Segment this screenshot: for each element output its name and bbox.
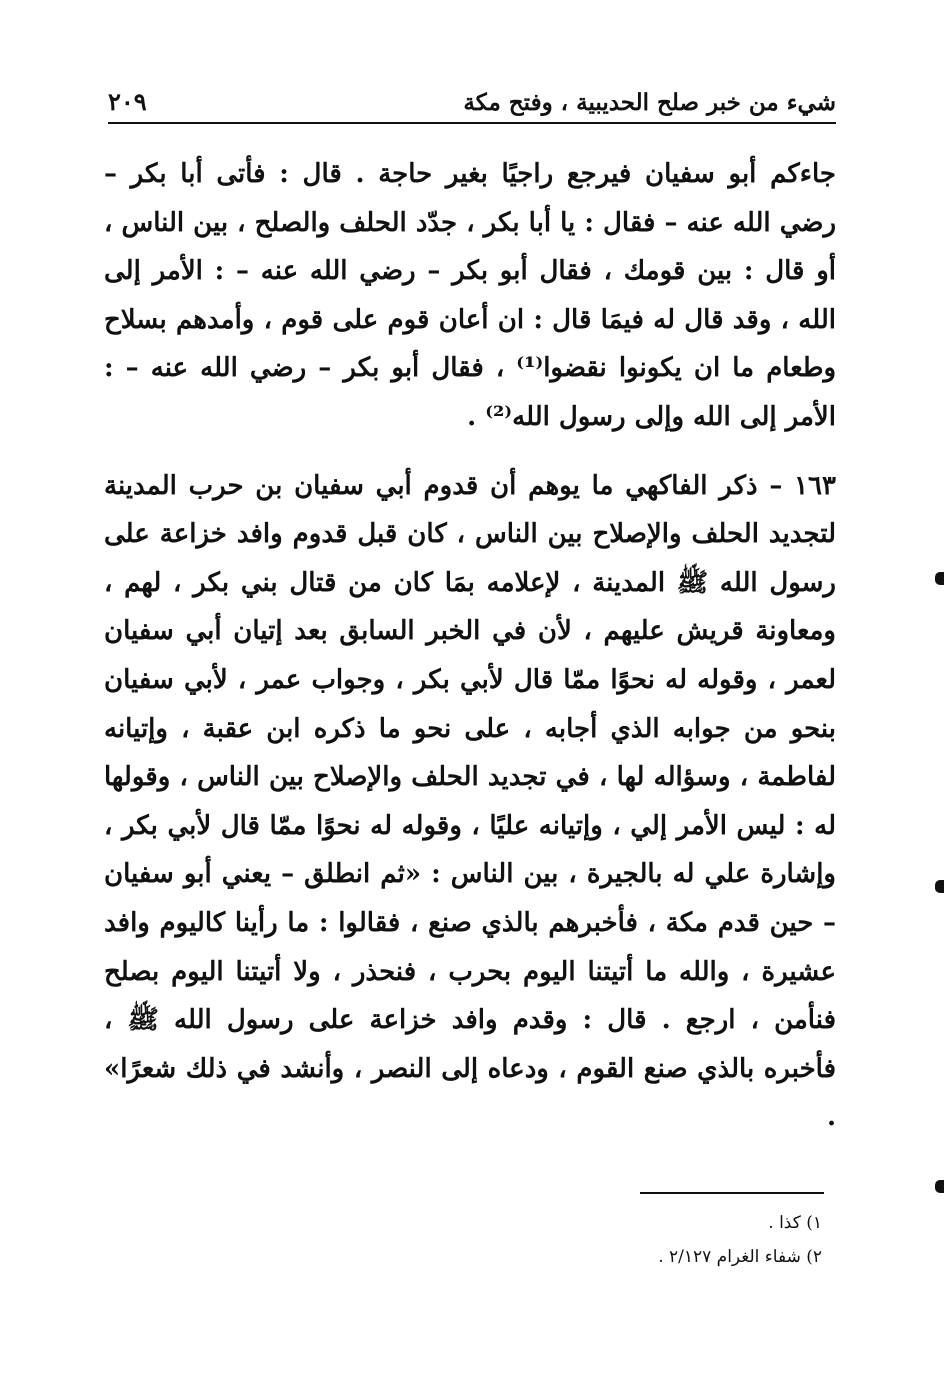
scan-edge-mark — [935, 572, 944, 585]
scan-edge-mark — [935, 880, 944, 893]
footnotes — [422, 1206, 822, 1274]
scan-edge-mark — [935, 1180, 944, 1193]
body-text — [104, 150, 836, 1142]
running-head — [108, 80, 836, 124]
paragraph-1: جاءكم أبو سفيان فيرجع راجيًا بغير حاجة . قال : فأتى أبا بكر – رضي الله عنه – فقال : يا أبا بكر ، جدّد الحلف والصلح ، بين الناس ، أو قال : بين قومك ، فقال أبو بكر – رضي الله عنه – : الأمر إلى الله ، وقد قال له فيمَا قال : ان أعان قوم على قوم ، وأمدهم بسلاح وطعام ما ان يكونوا نقضوا⁽¹⁾ ، فقال أبو بكر – رضي الله عنه – : الأمر إلى الله وإلى رسول الله⁽²⁾ . — [104, 159, 837, 432]
page-number: ٢٠٩ — [108, 87, 147, 116]
footnote-1: ١) كذا . — [768, 1213, 822, 1233]
paragraph-2: ١٦٣ – ذكر الفاكهي ما يوهم أن قدوم أبي سفيان بن حرب المدينة لتجديد الحلف والإصلاح بين الناس ، كان قبل قدوم وافد خزاعة على رسول الله ﷺ المدينة ، لإعلامه بمَا كان من قتال بني بكر ، لهم ، ومعاونة قريش عليهم ، لأن في الخبر السابق بعد إتيان أبي سفيان لعمر ، وقوله له نحوًا ممّا قال لأبي بكر ، وجواب عمر ، لأبي سفيان بنحو من جوابه الذي أجابه ، على نحو ما ذكره ابن عقبة ، وإتيانه لفاطمة ، وسؤاله لها ، في تجديد الحلف والإصلاح بين الناس ، وقولها له : ليس الأمر إلي ، وإتيانه عليًا ، وقوله له نحوًا ممّا قال لأبي بكر ، وإشارة علي له بالجيرة ، بين الناس : «ثم انطلق – يعني أبو سفيان – حين قدم مكة ، فأخبرهم بالذي صنع ، فقالوا : ما رأينا كاليوم وافد عشيرة ، والله ما أتيتنا اليوم بحرب ، فنحذر ، ولا أتيتنا اليوم بصلح فنأمن ، ارجع . قال : وقدم وافد خزاعة على رسول الله ﷺ ، فأخبره بالذي صنع القوم ، ودعاه إلى النصر ، وأنشد في ذلك شعرًا» . — [104, 470, 836, 1133]
footnote-2: ٢) شفاء الغرام ٢/١٢٧ . — [658, 1247, 822, 1267]
running-title: شيء من خبر صلح الحديبية ، وفتح مكة — [463, 89, 836, 116]
footnote-divider — [640, 1192, 824, 1194]
